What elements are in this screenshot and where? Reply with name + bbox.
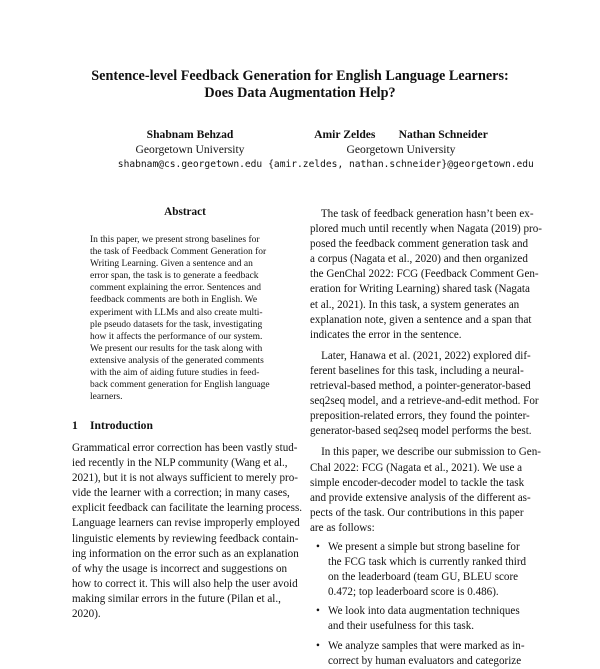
text-line: vide the learner with a correction; in many cases,: [72, 487, 290, 500]
text-line: ferent baselines for this task, including a neural-: [310, 364, 524, 377]
paragraph-3: [310, 445, 541, 536]
text-line: the FCG task which is currently ranked third: [328, 556, 527, 569]
text-line: pects of the task. Our contributions in this paper: [310, 506, 524, 519]
text-line: 2020).: [72, 608, 101, 621]
abstract-line: with the aim of aiding future studies in feed-: [90, 368, 260, 379]
author-block-2: [268, 127, 534, 172]
text-line: Grammatical error correction has been vastly stud-: [72, 442, 298, 454]
text-line: indicates the error in the sentence.: [310, 328, 462, 341]
contribution-item-2: [310, 604, 532, 634]
text-line: preposition-related errors, they found the pointer-: [310, 410, 530, 423]
bullet-icon: •: [316, 540, 320, 553]
text-line: seq2seq model, and a retrieve-and-edit method. For: [310, 395, 539, 408]
abstract-line: how it affects the performance of our system.: [90, 331, 263, 342]
text-line: linguistic elements by reviewing feedback contain-: [72, 532, 299, 545]
abstract-line: experiment with LLMs and also create multi-: [90, 307, 263, 318]
contribution-item-1: [310, 540, 532, 600]
abstract-line: error span, the task is to generate a feedback: [90, 271, 259, 282]
abstract-heading: Abstract: [164, 206, 206, 218]
bullet-icon: •: [316, 605, 320, 618]
contribution-item-3: [310, 639, 532, 669]
abstract-line: In this paper, we present strong baselines for: [90, 235, 260, 245]
text-line: simple encoder-decoder model to tackle the task: [310, 476, 525, 489]
text-line: We look into data augmentation techniques: [328, 605, 520, 618]
abstract-line: We present our results for the task along with: [90, 343, 263, 354]
text-line: on the leaderboard (team GU, BLEU score: [328, 571, 519, 584]
author-block-1: [100, 127, 280, 172]
author-name: Amir Zeldes: [314, 128, 376, 141]
paragraph-1: [310, 207, 542, 343]
abstract-line: the task of Feedback Comment Generation for: [90, 247, 267, 258]
text-line: how to correct it. This will also help the user avoid: [72, 577, 298, 590]
paper-title: [0, 68, 600, 102]
author-name: Nathan Schneider: [398, 128, 488, 141]
text-line: eration for Writing Learning) shared task (Nagata: [310, 283, 530, 296]
intro-paragraph: [72, 441, 303, 622]
section-title: Introduction: [90, 419, 153, 432]
text-line: ing information on the error such as an explanation: [72, 547, 299, 560]
text-line: Later, Hanawa et al. (2021, 2022) explored dif-: [310, 349, 531, 362]
text-line: making similar errors in the future (Pilan et al.,: [72, 592, 281, 605]
text-line: plored much until recently when Nagata (2019) pro-: [310, 223, 542, 236]
bullet-icon: •: [316, 639, 320, 652]
text-line: et al., 2021). In this task, a system generates an: [310, 298, 520, 311]
right-column: [310, 207, 542, 669]
abstract-line: learners.: [90, 392, 123, 403]
text-line: In this paper, we describe our submission to Gen-: [310, 446, 541, 459]
text-line: and their usefulness for this task.: [328, 620, 475, 633]
author-names: [268, 127, 534, 142]
abstract-line: ple pseudo datasets for the task, investigating: [90, 319, 263, 330]
text-line: Language learners can revise improperly employed: [72, 517, 300, 530]
text-line: correct by human evaluators and categorize: [328, 654, 522, 667]
author-email: shabnam@cs.georgetown.edu: [117, 159, 263, 170]
text-line: posed the feedback comment generation task and: [310, 238, 529, 251]
text-line: and provide extensive analysis of the different as-: [310, 491, 531, 504]
author-affiliation: Georgetown University: [346, 143, 456, 156]
paragraph-2: [310, 349, 539, 440]
text-line: The task of feedback generation hasn’t been ex-: [310, 208, 534, 220]
abstract-body: [90, 234, 280, 403]
author-name: Shabnam Behzad: [146, 128, 234, 141]
text-line: a corpus (Nagata et al., 2020) and then organized: [310, 253, 528, 266]
text-line: explanation note, given a sentence and a span that: [310, 313, 532, 326]
section-number: 1: [72, 419, 78, 432]
section-heading: [72, 419, 153, 432]
text-line: Chal 2022: FCG (Nagata et al., 2021). We use a: [310, 461, 523, 474]
abstract-line: feedback comments are both in English. We: [90, 295, 258, 306]
abstract-line: comment explaining the error. Sentences and: [90, 283, 261, 294]
title-line-2: Does Data Augmentation Help?: [204, 85, 396, 101]
text-line: retrieval-based method, a pointer-generator-based: [310, 380, 531, 393]
abstract-line: extensive analysis of the generated comments: [90, 355, 264, 366]
text-line: of why the usage is incorrect and suggestions on: [72, 562, 288, 575]
text-line: 2021), but it is not always sufficient to merely pro-: [72, 472, 298, 485]
text-line: the GenChal 2022: FCG (Feedback Comment Gen-: [310, 268, 539, 281]
text-line: We present a simple but strong baseline for: [328, 540, 520, 553]
text-line: 0.472; top leaderboard score is 0.486).: [328, 586, 499, 599]
text-line: We analyze samples that were marked as in-: [328, 639, 525, 652]
title-line-1: Sentence-level Feedback Generation for English Language Learners:: [91, 68, 509, 84]
text-line: generator-based seq2seq model performs the best.: [310, 425, 532, 438]
text-line: ied recently in the NLP community (Wang et al.,: [72, 457, 288, 470]
author-affiliation: Georgetown University: [135, 143, 245, 156]
abstract-line: back comment generation for English language: [90, 380, 270, 391]
author-email: {amir.zeldes, nathan.schneider}@georgetown.edu: [268, 159, 534, 170]
text-line: explicit feedback can facilitate the learning process.: [72, 502, 303, 515]
abstract-line: Writing Learning. Given a sentence and an: [90, 259, 253, 270]
text-line: are as follows:: [310, 521, 375, 534]
